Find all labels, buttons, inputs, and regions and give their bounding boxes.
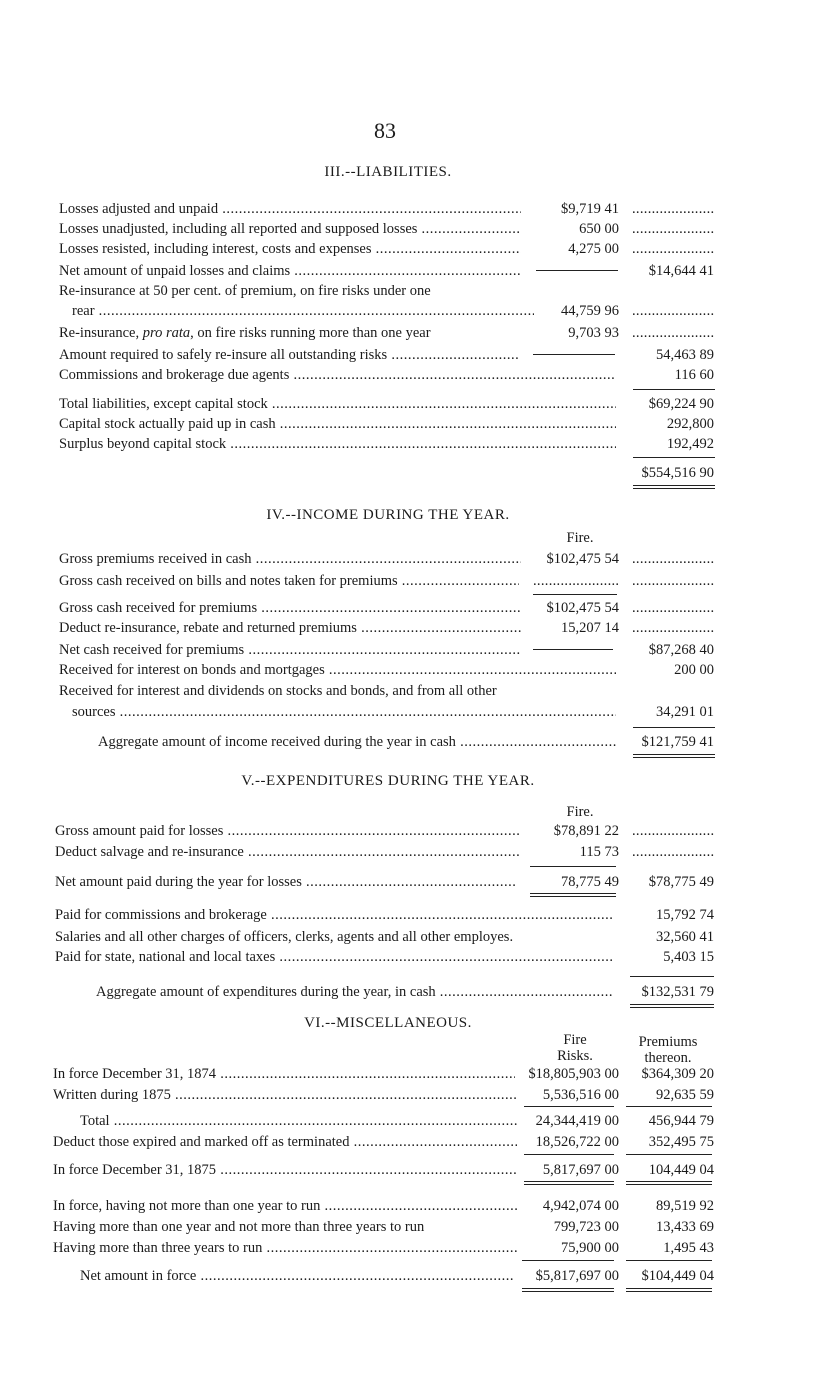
rule bbox=[522, 1288, 614, 1289]
row-value-c1: 9,703 93 bbox=[568, 325, 619, 341]
row-value-c2: 192,492 bbox=[666, 436, 714, 452]
row-label: Deduct salvage and re-insurance ..... bbox=[55, 841, 519, 863]
row-label: Net amount paid during the year for losses ..... bbox=[55, 871, 517, 893]
dot-leader bbox=[632, 322, 714, 344]
row-value-c2: $364,309 20 bbox=[641, 1066, 714, 1082]
rule bbox=[524, 1154, 614, 1155]
exp-row-salaries bbox=[0, 926, 824, 948]
liab-row-reinsure-outstanding bbox=[0, 344, 824, 366]
row-label: Gross cash received on bills and notes taken for premiums ..... bbox=[59, 570, 519, 592]
row-value-c2: 92,635 59 bbox=[656, 1087, 714, 1103]
liab-row-losses-unadjusted bbox=[0, 218, 824, 240]
inc-row-interest-dividends bbox=[0, 680, 824, 702]
row-label: Received for interest on bonds and mortgages ..... bbox=[59, 659, 616, 681]
rule bbox=[530, 896, 616, 897]
misc-row-total bbox=[0, 1110, 824, 1132]
row-label: Aggregate amount of income received during the year in cash ..... bbox=[98, 731, 616, 753]
row-value-c2: $121,759 41 bbox=[641, 734, 714, 750]
row-value-c1: 4,275 00 bbox=[568, 241, 619, 257]
row-label: Deduct those expired and marked off as terminated ..... bbox=[53, 1131, 517, 1153]
row-label bbox=[59, 322, 529, 344]
row-label: Aggregate amount of expenditures during the year, in cash ..... bbox=[96, 981, 613, 1003]
row-value-c2: 1,495 43 bbox=[663, 1240, 714, 1256]
row-value-c1: 4,942,074 00 bbox=[542, 1198, 619, 1214]
row-label: Amount required to safely re-insure all outstanding risks ..... bbox=[59, 344, 519, 366]
row-label: Gross cash received for premiums ..... bbox=[59, 597, 521, 619]
row-value-c2: 456,944 79 bbox=[648, 1113, 714, 1129]
row-label-part: Re-insurance, bbox=[59, 325, 143, 341]
row-label: In force December 31, 1875 ..... bbox=[53, 1159, 517, 1181]
misc-col-head-fire-line1: Fire bbox=[563, 1032, 587, 1048]
misc-row-written-1875 bbox=[0, 1084, 824, 1106]
misc-row-one-to-three-years bbox=[0, 1216, 824, 1238]
inc-row-interest-mortgages bbox=[0, 659, 824, 681]
rule bbox=[630, 1004, 714, 1005]
exp-row-net-losses bbox=[0, 871, 824, 893]
rule bbox=[530, 893, 616, 894]
row-value-c2: $132,531 79 bbox=[641, 984, 714, 1000]
row-label: Re-insurance at 50 per cent. of premium, on fire risks under one bbox=[59, 283, 431, 299]
income-col-head: Fire. bbox=[566, 530, 594, 546]
exp-row-aggregate bbox=[0, 981, 824, 1003]
row-value-c2: 34,291 01 bbox=[656, 704, 714, 720]
row-label: Gross amount paid for losses ..... bbox=[55, 820, 519, 842]
rule bbox=[633, 727, 715, 728]
row-value-c2: 116 60 bbox=[674, 367, 714, 383]
row-value-c1: $5,817,697 00 bbox=[535, 1268, 619, 1284]
misc-row-over-three-years bbox=[0, 1237, 824, 1259]
row-value-c2: $14,644 41 bbox=[648, 263, 714, 279]
row-value-c2: $69,224 90 bbox=[648, 396, 714, 412]
inc-row-sources bbox=[0, 701, 824, 723]
row-label: Having more than three years to run ..... bbox=[53, 1237, 517, 1259]
inc-row-aggregate bbox=[0, 731, 824, 753]
rule bbox=[626, 1154, 712, 1155]
row-label-part: , on fire risks running more than one year bbox=[190, 325, 431, 341]
row-value-c2: 32,560 41 bbox=[656, 929, 714, 945]
exp-row-deduct-salvage bbox=[0, 841, 824, 863]
liab-row-losses-resisted bbox=[0, 238, 824, 260]
dot-leader bbox=[632, 820, 714, 842]
row-value-c1: 75,900 00 bbox=[561, 1240, 619, 1256]
inc-row-deduct-reinsurance bbox=[0, 617, 824, 639]
misc-row-one-year bbox=[0, 1195, 824, 1217]
rule bbox=[533, 594, 617, 595]
row-value-c1: 650 00 bbox=[579, 221, 619, 237]
row-label: Capital stock actually paid up in cash ..... bbox=[59, 413, 616, 435]
liab-row-losses-adjusted bbox=[0, 198, 824, 220]
row-label: rear ..... bbox=[72, 300, 534, 322]
liab-row-grand-total bbox=[0, 462, 824, 484]
rule bbox=[626, 1181, 712, 1182]
liab-row-capital-stock bbox=[0, 413, 824, 435]
row-label: Paid for state, national and local taxes ..... bbox=[55, 946, 613, 968]
row-value-c2: $78,775 49 bbox=[648, 874, 714, 890]
row-value-c2: $554,516 90 bbox=[641, 465, 714, 481]
dot-leader bbox=[632, 198, 714, 220]
inc-row-net-cash bbox=[0, 639, 824, 661]
rule bbox=[630, 1007, 714, 1008]
misc-row-in-force-1875 bbox=[0, 1159, 824, 1181]
row-label: sources ..... bbox=[72, 701, 616, 723]
inc-row-gross-premiums bbox=[0, 548, 824, 570]
exp-row-commissions bbox=[0, 904, 824, 926]
rule bbox=[626, 1184, 712, 1185]
row-label: Losses adjusted and unpaid ..... bbox=[59, 198, 521, 220]
rule bbox=[524, 1184, 614, 1185]
page-number: 83 bbox=[374, 118, 396, 143]
rule bbox=[522, 1291, 614, 1292]
rule bbox=[633, 757, 715, 758]
row-value-c1: $18,805,903 00 bbox=[528, 1066, 619, 1082]
dot-leader bbox=[632, 570, 714, 592]
row-value-c2: 13,433 69 bbox=[656, 1219, 714, 1235]
row-label: In force, having not more than one year to run ..... bbox=[53, 1195, 517, 1217]
row-value-c2: 5,403 15 bbox=[663, 949, 714, 965]
liabilities-title: III.--LIABILITIES. bbox=[324, 164, 452, 180]
rule bbox=[630, 976, 714, 977]
rule bbox=[633, 485, 715, 486]
row-label: Losses unadjusted, including all reported and supposed losses ..... bbox=[59, 218, 521, 240]
row-value-c1: 5,536,516 00 bbox=[542, 1087, 619, 1103]
row-value-c2: 54,463 89 bbox=[656, 347, 714, 363]
dot-leader bbox=[632, 597, 714, 619]
misc-col-head-premiums bbox=[618, 1034, 718, 1066]
rule bbox=[626, 1260, 712, 1261]
row-label: Total liabilities, except capital stock ..... bbox=[59, 393, 616, 415]
row-value-c1: 15,207 14 bbox=[561, 620, 619, 636]
rule bbox=[522, 1260, 614, 1261]
row-label: Net amount in force ..... bbox=[80, 1265, 514, 1287]
misc-row-net-in-force bbox=[0, 1265, 824, 1287]
misc-col-head-fire-line2: Risks. bbox=[557, 1048, 593, 1064]
row-label: Having more than one year and not more than three years to run bbox=[53, 1219, 425, 1235]
dot-leader bbox=[632, 238, 714, 260]
row-value-c1: 115 73 bbox=[579, 844, 619, 860]
row-value-c1: 18,526,722 00 bbox=[535, 1134, 619, 1150]
rule bbox=[626, 1288, 712, 1289]
liab-row-reinsurance-50-cont bbox=[0, 300, 824, 322]
row-value-c1: 44,759 96 bbox=[561, 303, 619, 319]
rule bbox=[626, 1291, 712, 1292]
income-title: IV.--INCOME DURING THE YEAR. bbox=[266, 507, 510, 523]
liab-row-total-liabilities bbox=[0, 393, 824, 415]
dot-leader bbox=[632, 300, 714, 322]
rule bbox=[530, 866, 616, 867]
rule bbox=[633, 488, 715, 489]
expenditures-col-head: Fire. bbox=[566, 804, 594, 820]
row-label: Surplus beyond capital stock ..... bbox=[59, 433, 616, 455]
miscellaneous-title: VI.--MISCELLANEOUS. bbox=[304, 1015, 472, 1031]
dot-leader bbox=[632, 841, 714, 863]
dot-leader bbox=[632, 617, 714, 639]
rule bbox=[633, 457, 715, 458]
dot-leader bbox=[632, 218, 714, 240]
row-label: Commissions and brokerage due agents ..... bbox=[59, 364, 616, 386]
row-label: Net amount of unpaid losses and claims ..... bbox=[59, 260, 521, 282]
row-label-italic: pro rata bbox=[142, 325, 191, 341]
row-value-c2: 292,800 bbox=[666, 416, 714, 432]
row-value-c2: 89,519 92 bbox=[656, 1198, 714, 1214]
exp-row-gross-losses bbox=[0, 820, 824, 842]
row-label: Salaries and all other charges of officers, clerks, agents and all other employes. bbox=[55, 929, 514, 945]
misc-col-head-premiums-line2: thereon. bbox=[644, 1050, 692, 1066]
misc-col-head-fire bbox=[525, 1032, 625, 1064]
rule bbox=[524, 1181, 614, 1182]
row-label: Written during 1875 ..... bbox=[53, 1084, 517, 1106]
inc-row-gross-cash bbox=[0, 597, 824, 619]
row-value-c1: $78,891 22 bbox=[553, 823, 619, 839]
liab-row-surplus bbox=[0, 433, 824, 455]
row-label: Net cash received for premiums ..... bbox=[59, 639, 521, 661]
row-value-c1: 799,723 00 bbox=[553, 1219, 619, 1235]
row-value-c2: $104,449 04 bbox=[641, 1268, 714, 1284]
misc-row-deduct-expired bbox=[0, 1131, 824, 1153]
misc-col-head-premiums-line1: Premiums bbox=[638, 1034, 698, 1050]
row-value-c2: 352,495 75 bbox=[648, 1134, 714, 1150]
exp-row-taxes bbox=[0, 946, 824, 968]
dot-leader bbox=[632, 548, 714, 570]
row-label: Gross premiums received in cash ..... bbox=[59, 548, 521, 570]
row-value-c1: 24,344,419 00 bbox=[535, 1113, 619, 1129]
rule bbox=[524, 1106, 614, 1107]
liab-row-commissions bbox=[0, 364, 824, 386]
row-label: Losses resisted, including interest, costs and expenses ..... bbox=[59, 238, 521, 260]
row-value-c1: 5,817,697 00 bbox=[542, 1162, 619, 1178]
row-value-c2: 15,792 74 bbox=[656, 907, 714, 923]
row-label: Received for interest and dividends on stocks and bonds, and from all other bbox=[59, 683, 497, 699]
row-value-c1: $102,475 54 bbox=[546, 600, 619, 616]
row-label: Deduct re-insurance, rebate and returned premiums ..... bbox=[59, 617, 521, 639]
rule bbox=[633, 754, 715, 755]
liab-row-reinsurance-pro-rata bbox=[0, 322, 824, 344]
row-value-c2: $87,268 40 bbox=[648, 642, 714, 658]
row-label: In force December 31, 1874 ..... bbox=[53, 1063, 515, 1085]
rule bbox=[633, 389, 715, 390]
expenditures-title: V.--EXPENDITURES DURING THE YEAR. bbox=[241, 773, 535, 789]
row-label: Paid for commissions and brokerage ..... bbox=[55, 904, 613, 926]
rule bbox=[626, 1106, 712, 1107]
row-value-c2: 200 00 bbox=[674, 662, 714, 678]
row-value-c2: 104,449 04 bbox=[648, 1162, 714, 1178]
liab-row-reinsurance-50 bbox=[0, 280, 824, 302]
misc-row-in-force-1874 bbox=[0, 1063, 824, 1085]
row-value-c1: $102,475 54 bbox=[546, 551, 619, 567]
row-value-c1: 78,775 49 bbox=[561, 874, 619, 890]
liab-row-net-unpaid bbox=[0, 260, 824, 282]
row-value-c1: $9,719 41 bbox=[561, 201, 619, 217]
row-label: Total ..... bbox=[80, 1110, 517, 1132]
dot-leader bbox=[533, 570, 619, 592]
inc-row-bills-notes bbox=[0, 570, 824, 592]
